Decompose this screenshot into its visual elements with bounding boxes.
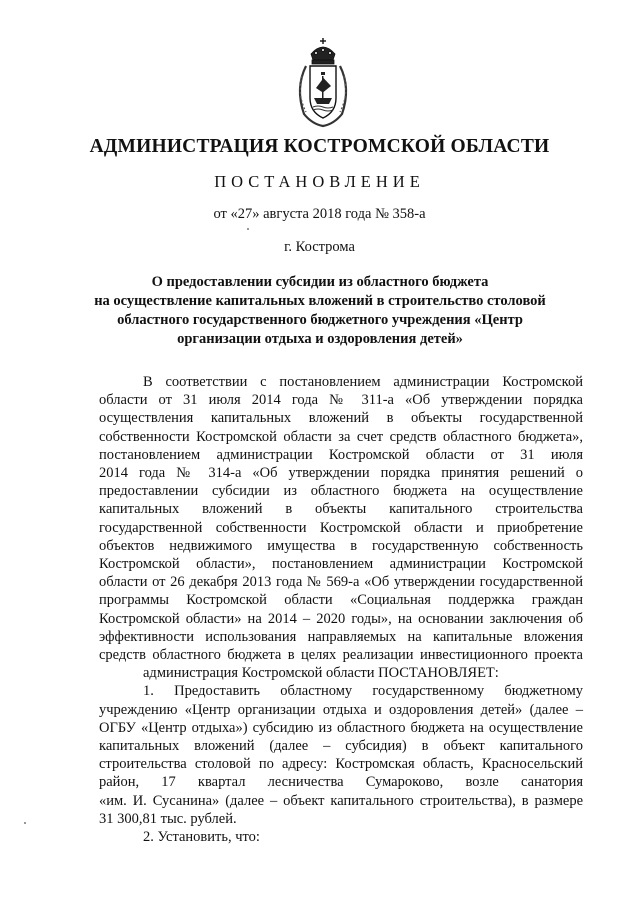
- body-line: осуществления капитальных вложений в объекты государственной: [99, 410, 583, 427]
- body-line: области от 31 июля 2014 года № 311-а «Об утверждении порядка: [99, 392, 583, 409]
- body-line: объектов недвижимого имущества в государственную собственность: [99, 537, 583, 554]
- body-line: «им. И. Сусанина» (далее – объект капитального строительства), в размере: [99, 792, 583, 809]
- document-date-number: от «27» августа 2018 года № 358-а: [213, 206, 426, 222]
- scan-speck: [24, 822, 26, 824]
- body-line: капитальных вложений в объекты капитального строительства: [99, 501, 583, 518]
- body-line: средств областного бюджета в целях реализации инвестиционного проекта: [99, 647, 583, 664]
- document-title: [80, 273, 560, 349]
- body-line: Костромской области», постановлением администрации Костромской: [99, 556, 583, 573]
- body-line: 1. Предоставить областному государственному бюджетному: [143, 683, 583, 700]
- document-body: [99, 373, 583, 846]
- organization-name: АДМИНИСТРАЦИЯ КОСТРОМСКОЙ ОБЛАСТИ: [89, 136, 550, 157]
- body-line: 2. Установить, что:: [143, 829, 260, 846]
- kostroma-coat-of-arms-icon: [292, 36, 354, 128]
- document-type: ПОСТАНОВЛЕНИЕ: [214, 172, 425, 191]
- body-line: администрация Костромской области ПОСТАНОВЛЯЕТ:: [143, 665, 499, 682]
- scan-speck: [247, 228, 249, 230]
- title-line: на осуществление капитальных вложений в строительство столовой: [94, 293, 546, 309]
- body-line: строительства столовой по адресу: Костромская область, Красносельский: [99, 756, 583, 773]
- body-line: собственности Костромской области за счет средств областного бюджета»,: [99, 428, 583, 445]
- body-line: капитальных вложений (далее – субсидия) в объект капитального: [99, 738, 583, 755]
- body-line: программы Костромской области «Социальная поддержка граждан: [99, 592, 583, 609]
- document-city: г. Кострома: [284, 239, 355, 255]
- body-line: 31 300,81 тыс. рублей.: [99, 810, 237, 827]
- title-line: О предоставлении субсидии из областного бюджета: [151, 274, 489, 290]
- body-line: области от 26 декабря 2013 года № 569-а «Об утверждении государственной: [99, 574, 583, 591]
- body-line: ОГБУ «Центр отдыха») субсидию из областного бюджета на осуществление: [99, 719, 583, 736]
- body-line: государственной собственности Костромской области и приобретение: [99, 519, 583, 536]
- body-line: В соответствии с постановлением администрации Костромской: [143, 374, 583, 390]
- title-line: областного государственного бюджетного учреждения «Центр: [117, 312, 523, 328]
- body-line: предоставлении субсидии из областного бюджета на осуществление: [99, 483, 583, 500]
- body-line: эффективности использования направляемых на капитальные вложения: [99, 628, 583, 645]
- body-line: 2014 года № 314-а «Об утверждении порядка принятия решений о: [99, 465, 583, 482]
- body-line: Костромской области» на 2014 – 2020 годы», на основании заключения об: [99, 610, 583, 627]
- title-line: организации отдыха и оздоровления детей»: [177, 331, 463, 347]
- body-line: район, 17 квартал лесничества Сумароково, возле санатория: [99, 774, 583, 791]
- body-line: постановлением администрации Костромской области от 31 июля: [99, 446, 583, 463]
- body-line: учреждению «Центр организации отдыха и оздоровления детей» (далее –: [99, 701, 583, 718]
